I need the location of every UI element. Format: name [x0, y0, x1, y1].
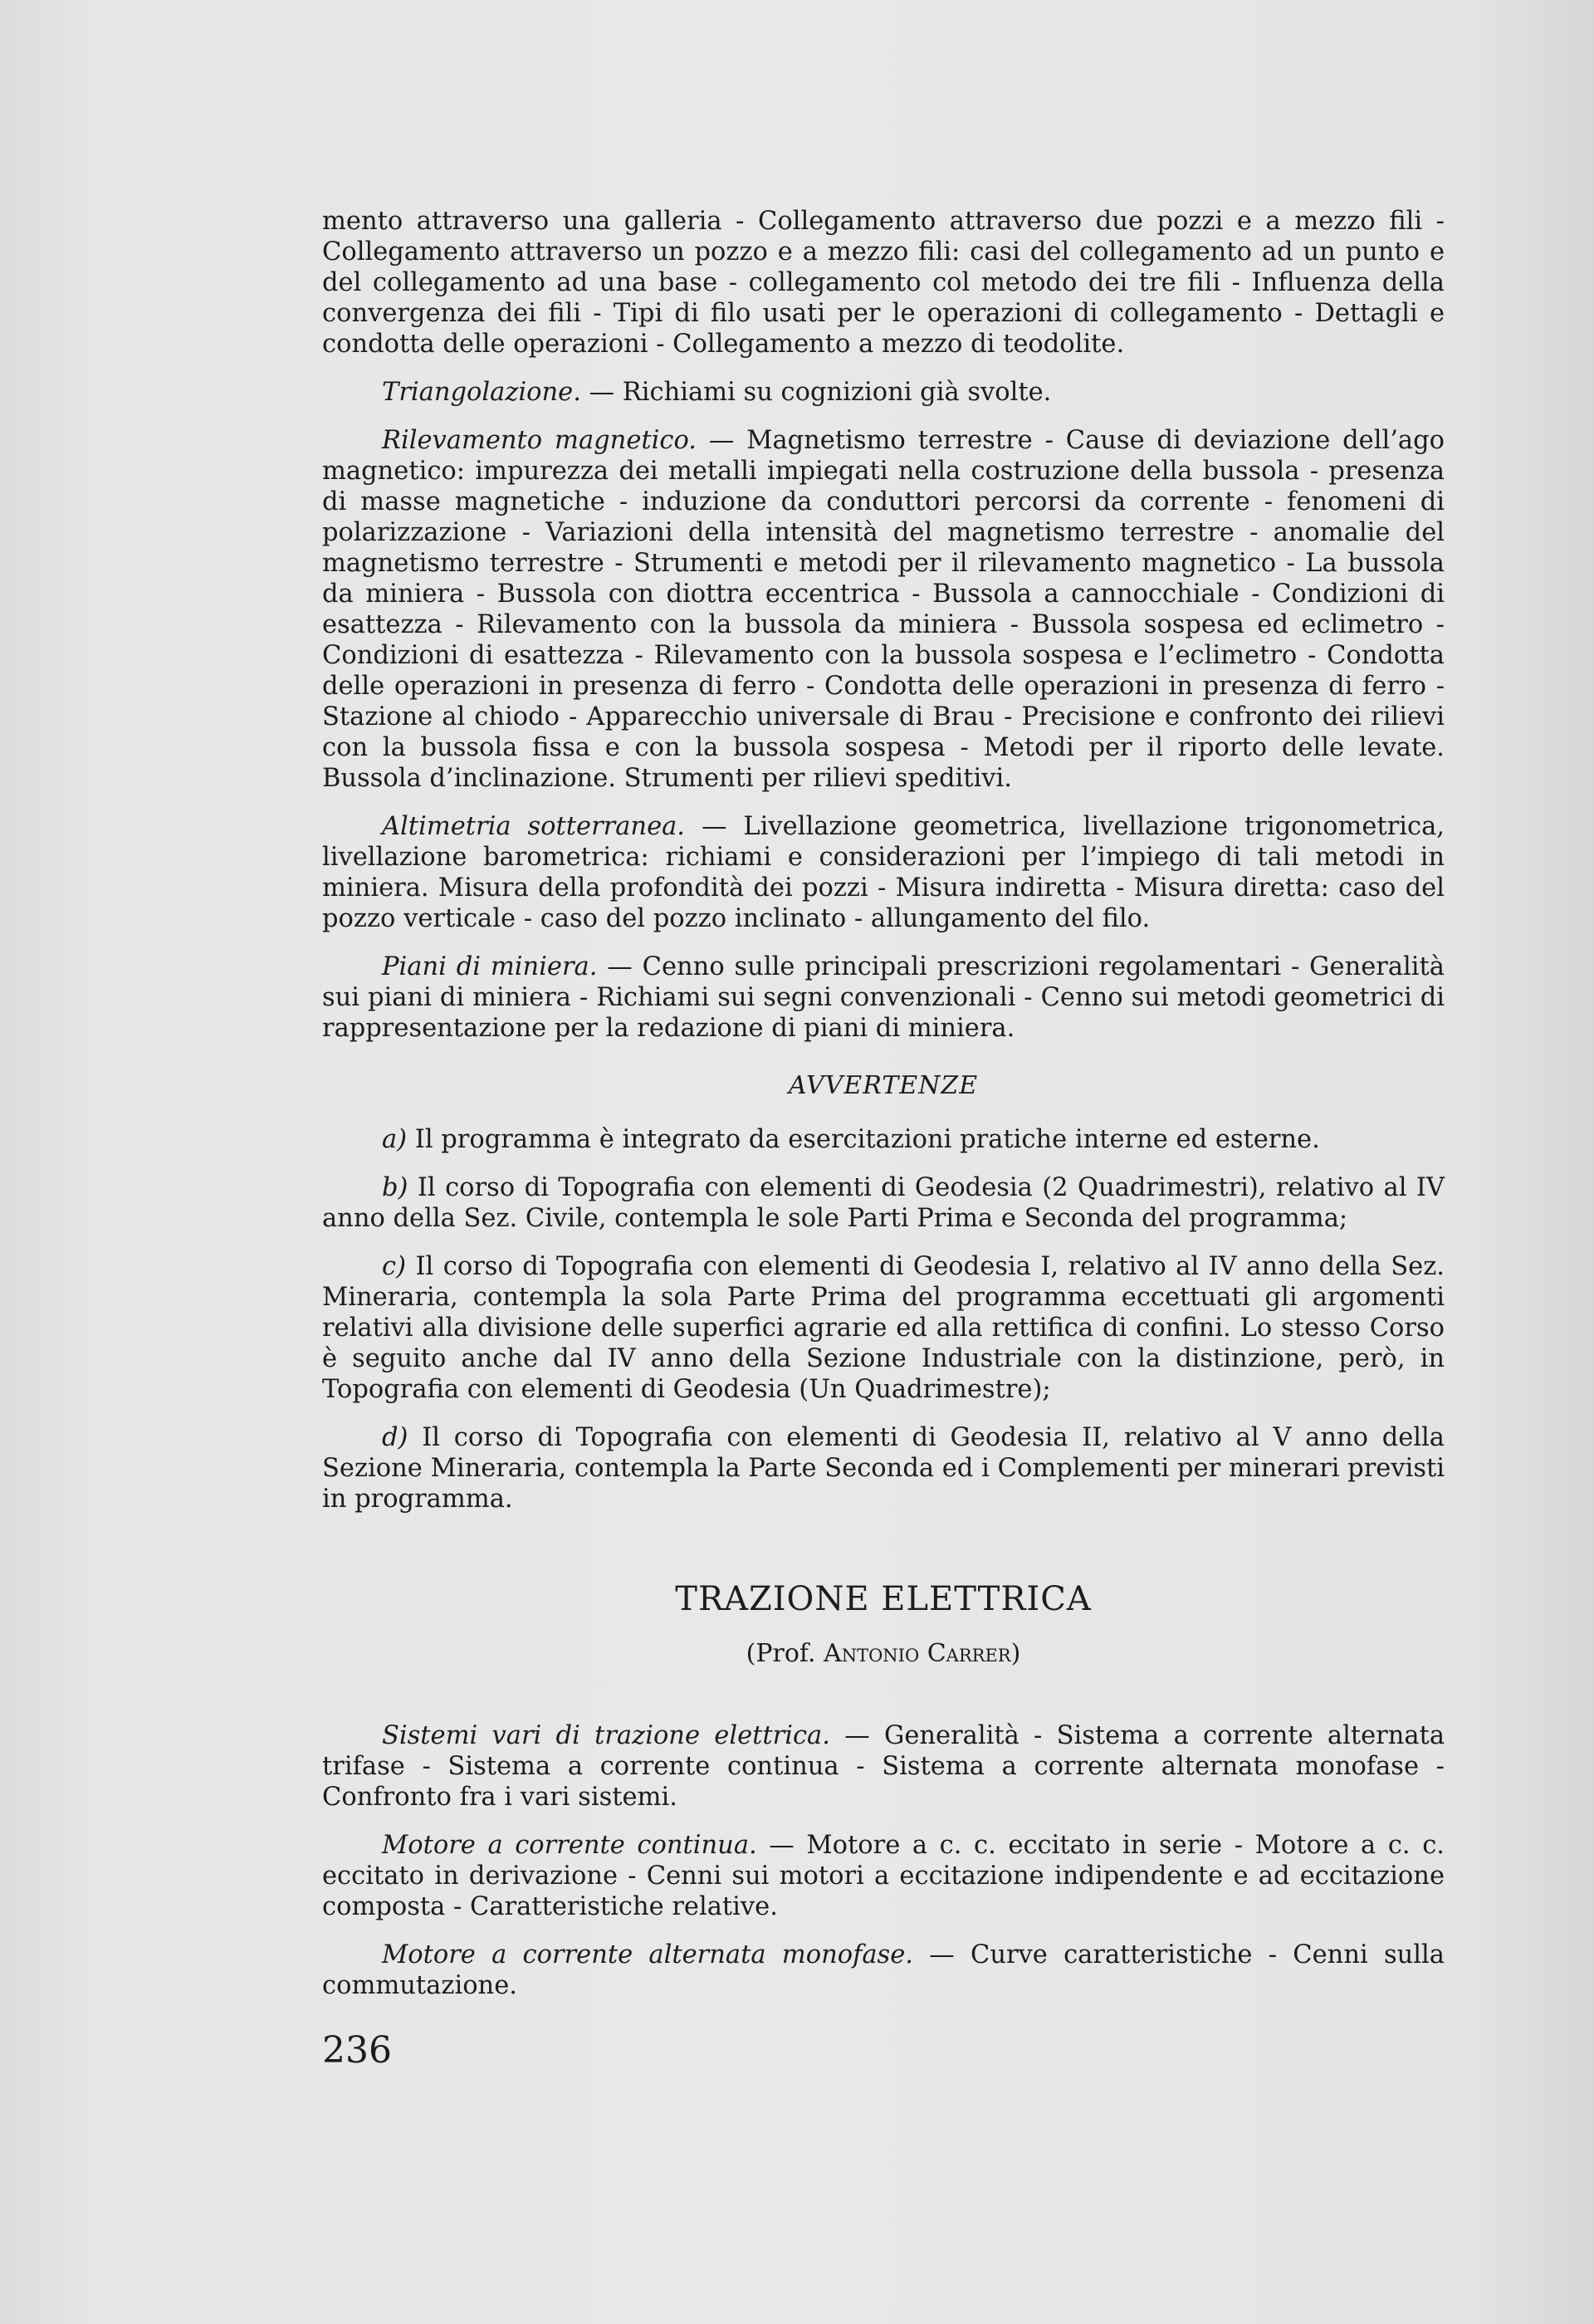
- note-d: d) Il corso di Topografia con elementi di Geodesia II, relativo al V anno della Sezione Mineraria, contempla la Parte Seconda ed i Complementi per minerari previsti in programma.: [322, 1423, 1445, 1514]
- professor-name: Antonio Carrer: [824, 1639, 1011, 1668]
- text-column: [322, 206, 1445, 2018]
- paragraph-altimetria: Altimetria sotterranea. — Livellazione geometrica, livellazione trigonometrica, livellazione barometrica: richiami e considerazioni per l’impiego di tali metodi in miniera. Misura della profondità dei pozzi - Misura indiretta - Misura diretta: caso del pozzo verticale - caso del pozzo inclinato - allungamento del filo.: [322, 812, 1445, 933]
- note-c: c) Il corso di Topografia con elementi di Geodesia I, relativo al IV anno della Sez. Mineraria, contempla la sola Parte Prima del programma eccettuati gli argomenti relativi alla divisione delle superfici agrarie ed alla rettifica di confini. Lo stesso Corso è seguito anche dal IV anno della Sezione Industriale con la distinzione, però, in Topografia con elementi di Geodesia (Un Quadrimestre);: [322, 1252, 1445, 1404]
- professor-line: (Prof. Antonio Carrer): [746, 1639, 1021, 1668]
- paragraph-piani-miniera: Piani di miniera. — Cenno sulle principali prescrizioni regolamentari - Generalità sui piani di miniera - Richiami sui segni convenzionali - Cenno sui metodi geometrici di rappresentazione per la redazione di piani di miniera.: [322, 952, 1445, 1043]
- note-letter: a): [382, 1125, 408, 1154]
- topic-heading: Motore a corrente continua.: [382, 1831, 757, 1860]
- paragraph-sistemi-trazione: Sistemi vari di trazione elettrica. — Generalità - Sistema a corrente alternata trifase - Sistema a corrente continua - Sistema a corrente alternata monofase - Confronto fra i vari sistemi.: [322, 1721, 1445, 1812]
- topic-heading: Triangolazione.: [382, 378, 581, 407]
- paragraph-collegamento: mento attraverso una galleria - Collegamento attraverso due pozzi e a mezzo fili - Collegamento attraverso un pozzo e a mezzo fili: casi del collegamento ad un punto e del collegamento ad una base - collegamento col metodo dei tre fili - Influenza della convergenza dei fili - Tipi di filo usati per le operazioni di collegamento - Dettagli e condotta delle operazioni - Collegamento a mezzo di teodolite.: [322, 207, 1445, 359]
- note-letter: c): [382, 1252, 406, 1281]
- note-letter: b): [382, 1173, 408, 1202]
- page-number: 236: [322, 2029, 392, 2072]
- paragraph-rilevamento-magnetico: Rilevamento magnetico. — Magnetismo terrestre - Cause di deviazione dell’ago magnetico: impurezza dei metalli impiegati nella costruzione della bussola - presenza di masse magnetiche - induzione da conduttori percorsi da corrente - fenomeni di polarizzazione - Variazioni della intensità del magnetismo terrestre - anomalie del magnetismo terrestre - Strumenti e metodi per il rilevamento magnetico - La bussola da miniera - Bussola con diottra eccentrica - Bussola a cannocchiale - Condizioni di esattezza - Rilevamento con la bussola da miniera - Bussola sospesa ed eclimetro - Condizioni di esattezza - Rilevamento con la bussola sospesa e l’eclimetro - Condotta delle operazioni in presenza di ferro - Condotta delle operazioni in presenza di ferro - Stazione al chiodo - Apparecchio universale di Brau - Precisione e confronto dei rilievi con la bussola fissa e con la bussola sospesa - Metodi per il riporto delle levate. Bussola d’inclinazione. Strumenti per rilievi speditivi.: [322, 426, 1445, 793]
- note-b: b) Il corso di Topografia con elementi di Geodesia (2 Quadrimestri), relativo al IV anno della Sez. Civile, contempla le sole Parti Prima e Seconda del programma;: [322, 1173, 1445, 1233]
- topic-heading: Sistemi vari di trazione elettrica.: [382, 1721, 830, 1750]
- topic-heading: Rilevamento magnetico.: [382, 426, 697, 455]
- note-letter: d): [382, 1423, 408, 1452]
- avvertenze-heading: AVVERTENZE: [788, 1071, 979, 1100]
- section-title: TRAZIONE ELETTRICA: [675, 1580, 1092, 1618]
- paragraph-triangolazione: Triangolazione. — Richiami su cognizioni già svolte.: [382, 378, 1052, 407]
- note-a: a) Il programma è integrato da esercitazioni pratiche interne ed esterne.: [382, 1125, 1320, 1154]
- paragraph-motore-continua: Motore a corrente continua. — Motore a c. c. eccitato in serie - Motore a c. c. eccitato in derivazione - Cenni sui motori a eccitazione indipendente e ad eccitazione composta - Caratteristiche relative.: [322, 1831, 1445, 1921]
- paragraph-motore-monofase: Motore a corrente alternata monofase. — Curve caratteristiche - Cenni sulla commutazione.: [322, 1940, 1445, 2000]
- topic-heading: Motore a corrente alternata monofase.: [382, 1940, 913, 1969]
- topic-heading: Altimetria sotterranea.: [382, 812, 685, 841]
- topic-heading: Piani di miniera.: [382, 952, 598, 981]
